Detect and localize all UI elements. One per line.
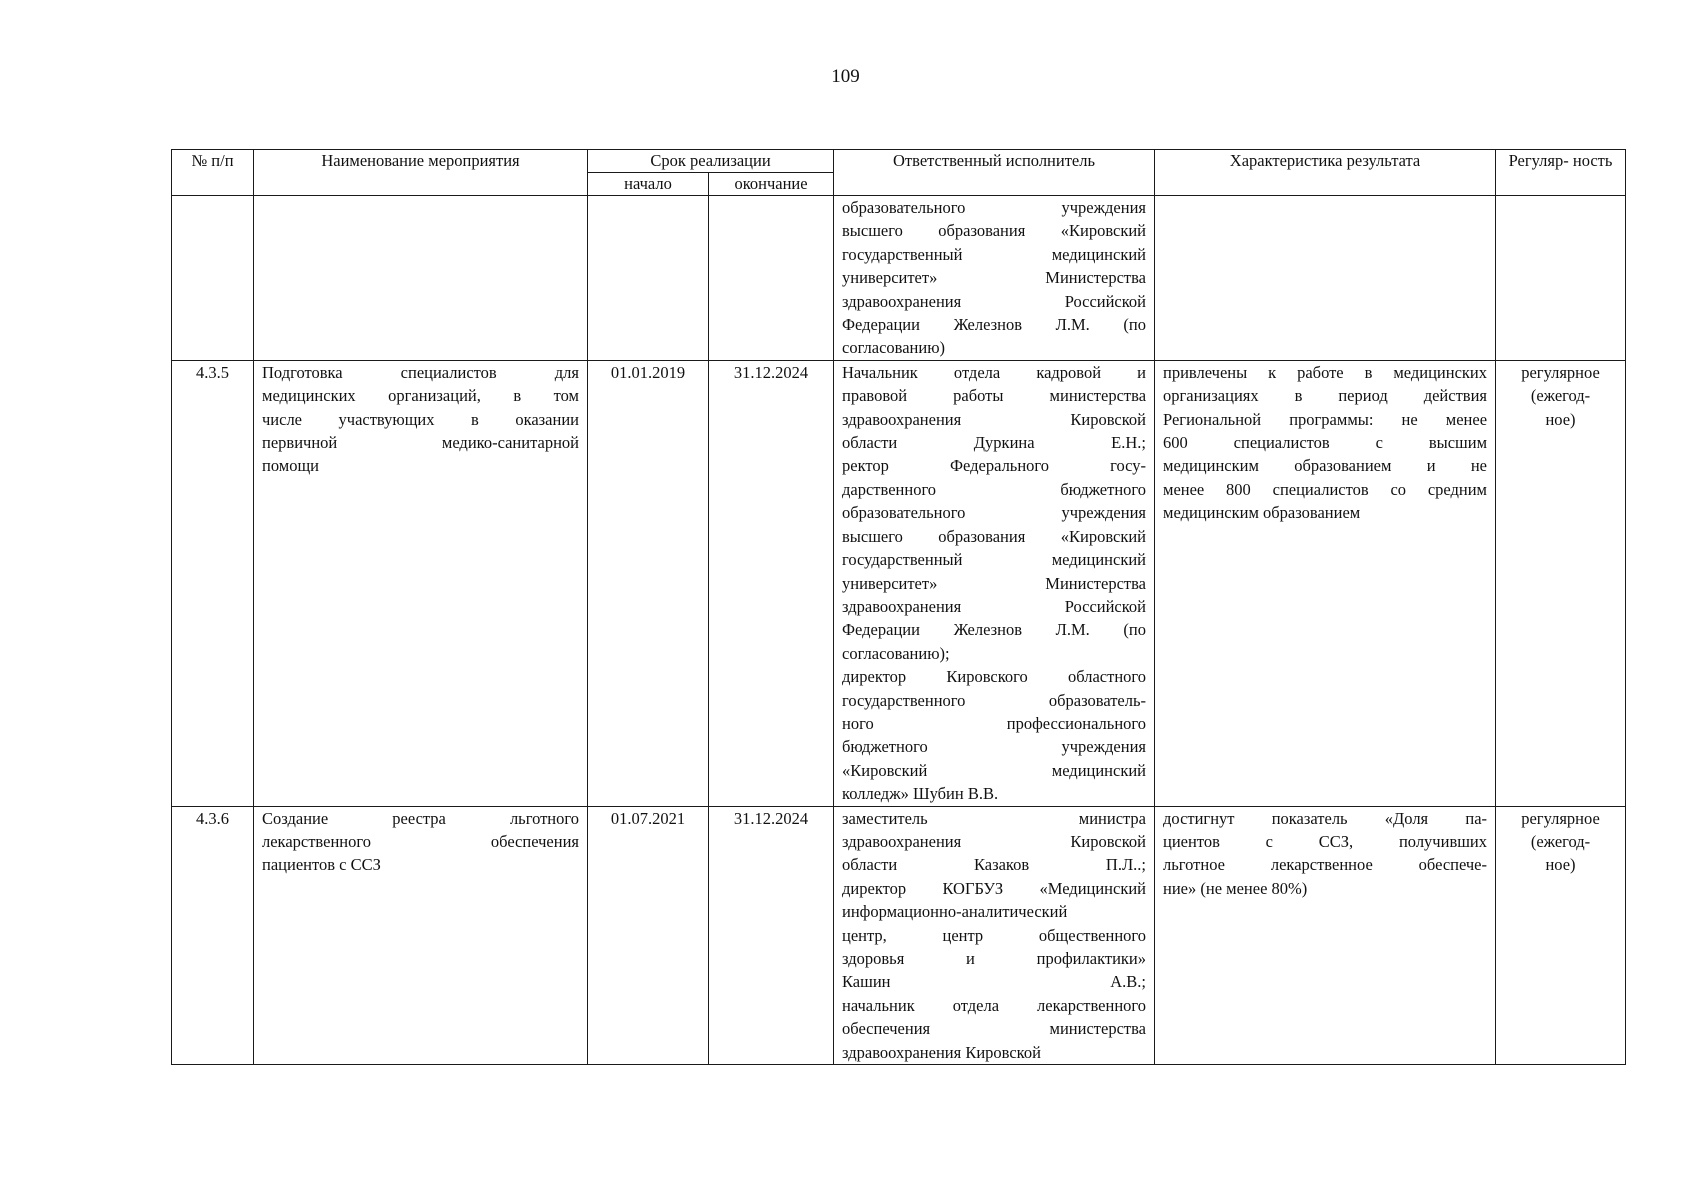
text-line: Кашин А.В.; bbox=[842, 972, 1147, 992]
text-line: льготное лекарственное обеспече- bbox=[1163, 855, 1488, 875]
text-line: регулярное bbox=[1521, 362, 1600, 382]
text-line: Региональной программы: не менее bbox=[1163, 409, 1488, 429]
text-line: высшего образования «Кировский bbox=[842, 526, 1147, 546]
table-row-4-3-6 bbox=[172, 806, 1626, 1064]
text-line: привлечены к работе в медицинских bbox=[1163, 362, 1488, 382]
cell-num: 4.3.5 bbox=[172, 360, 254, 806]
text-line: достигнут показатель «Доля па- bbox=[1163, 808, 1488, 828]
header-name: Наименование мероприятия bbox=[254, 150, 588, 196]
page-number: 109 bbox=[831, 66, 860, 87]
cell-end: 31.12.2024 bbox=[709, 806, 834, 1064]
cell-name bbox=[254, 806, 588, 1064]
text-line: обеспечения министерства bbox=[842, 1019, 1147, 1039]
table-row-4-3-5 bbox=[172, 360, 1626, 806]
cell-result bbox=[1155, 806, 1496, 1064]
header-responsible: Ответственный исполнитель bbox=[834, 150, 1155, 196]
cell-responsible bbox=[834, 806, 1155, 1064]
cell-name bbox=[254, 360, 588, 806]
text-line: государственного образователь- bbox=[842, 690, 1147, 710]
cell-num: 4.3.6 bbox=[172, 806, 254, 1064]
text-line: государственный медицинский bbox=[842, 244, 1147, 264]
text-line: ректор Федерального госу- bbox=[842, 456, 1147, 476]
text-line: здравоохранения Российской bbox=[842, 291, 1147, 311]
cell-start: 01.01.2019 bbox=[588, 360, 709, 806]
header-end: окончание bbox=[709, 173, 834, 196]
text-line: помощи bbox=[262, 456, 319, 476]
text-line: начальник отдела лекарственного bbox=[842, 995, 1147, 1015]
text-line: здравоохранения Кировской bbox=[842, 831, 1147, 851]
cell-result bbox=[1155, 360, 1496, 806]
text-line: Федерации Железнов Л.М. (по bbox=[842, 620, 1147, 640]
text-line: медицинским образованием bbox=[1163, 503, 1361, 523]
text-line: здоровья и профилактики» bbox=[842, 949, 1147, 968]
cell-start: 01.07.2021 bbox=[588, 806, 709, 1064]
text-line: согласованию) bbox=[842, 338, 946, 358]
text-line: центр, центр общественного bbox=[842, 925, 1147, 945]
text-line: области Дуркина Е.Н.; bbox=[842, 433, 1147, 453]
text-line: пациентов с ССЗ bbox=[262, 855, 381, 875]
text-line: медицинским образованием и не bbox=[1163, 456, 1488, 476]
cell-num bbox=[172, 196, 254, 361]
text-line: здравоохранения Кировской bbox=[842, 409, 1147, 429]
header-period: Срок реализации bbox=[588, 150, 834, 173]
text-line: организациях в период действия bbox=[1163, 386, 1488, 406]
text-line: числе участвующих в оказании bbox=[262, 409, 579, 429]
text-line: бюджетного учреждения bbox=[842, 737, 1147, 757]
text-line: информационно-аналитический bbox=[842, 902, 1068, 922]
text-line: Подготовка специалистов для bbox=[262, 362, 579, 382]
text-line: менее 800 специалистов со средним bbox=[1163, 479, 1488, 499]
text-line: ное) bbox=[1545, 855, 1576, 875]
text-line: первичной медико-санитарной bbox=[262, 433, 579, 453]
cell-responsible bbox=[834, 196, 1155, 361]
table-row-continuation bbox=[172, 196, 1626, 361]
cell-start bbox=[588, 196, 709, 361]
text-line: директор Кировского областного bbox=[842, 667, 1147, 687]
header-num: № п/п bbox=[172, 150, 254, 196]
text-line: Федерации Железнов Л.М. (по bbox=[842, 315, 1147, 335]
text-line: «Кировский медицинский bbox=[842, 760, 1147, 780]
text-line: образовательного учреждения bbox=[842, 503, 1147, 523]
text-line: правовой работы министерства bbox=[842, 386, 1147, 406]
header-result: Характеристика результата bbox=[1155, 150, 1496, 196]
header-start: начало bbox=[588, 173, 709, 196]
text-line: государственный медицинский bbox=[842, 550, 1147, 570]
cell-responsible bbox=[834, 360, 1155, 806]
text-line: 600 специалистов с высшим bbox=[1163, 433, 1488, 453]
text-line: (ежегод- bbox=[1530, 386, 1591, 406]
cell-result bbox=[1155, 196, 1496, 361]
text-line: здравоохранения Кировской bbox=[842, 1042, 1041, 1062]
cell-regularity bbox=[1496, 806, 1626, 1064]
text-line: (ежегод- bbox=[1530, 831, 1591, 851]
text-line: Создание реестра льготного bbox=[262, 808, 579, 828]
text-line: высшего образования «Кировский bbox=[842, 221, 1147, 241]
text-line: лекарственного обеспечения bbox=[262, 831, 579, 851]
header-regularity: Регуляр- ность bbox=[1496, 150, 1626, 196]
text-line: заместитель министра bbox=[842, 808, 1147, 828]
text-line: образовательного учреждения bbox=[842, 198, 1147, 217]
text-line: циентов с ССЗ, получивших bbox=[1163, 831, 1488, 851]
cell-regularity bbox=[1496, 196, 1626, 361]
text-line: университет» Министерства bbox=[842, 573, 1147, 593]
text-line: университет» Министерства bbox=[842, 268, 1147, 288]
text-line: ного профессионального bbox=[842, 713, 1147, 733]
text-line: колледж» Шубин В.В. bbox=[842, 784, 999, 804]
text-line: здравоохранения Российской bbox=[842, 596, 1147, 616]
measures-table bbox=[171, 149, 1626, 1065]
header-row-1 bbox=[172, 150, 1626, 173]
text-line: дарственного бюджетного bbox=[842, 479, 1147, 499]
text-line: ное) bbox=[1545, 409, 1576, 429]
text-line: согласованию); bbox=[842, 643, 950, 663]
text-line: ние» (не менее 80%) bbox=[1163, 878, 1308, 898]
text-line: области Казаков П.Л..; bbox=[842, 855, 1147, 875]
cell-end: 31.12.2024 bbox=[709, 360, 834, 806]
text-line: Начальник отдела кадровой и bbox=[842, 362, 1147, 382]
text-line: медицинских организаций, в том bbox=[262, 386, 579, 406]
cell-regularity bbox=[1496, 360, 1626, 806]
cell-end bbox=[709, 196, 834, 361]
cell-name bbox=[254, 196, 588, 361]
text-line: регулярное bbox=[1521, 808, 1600, 828]
text-line: директор КОГБУЗ «Медицинский bbox=[842, 878, 1147, 898]
